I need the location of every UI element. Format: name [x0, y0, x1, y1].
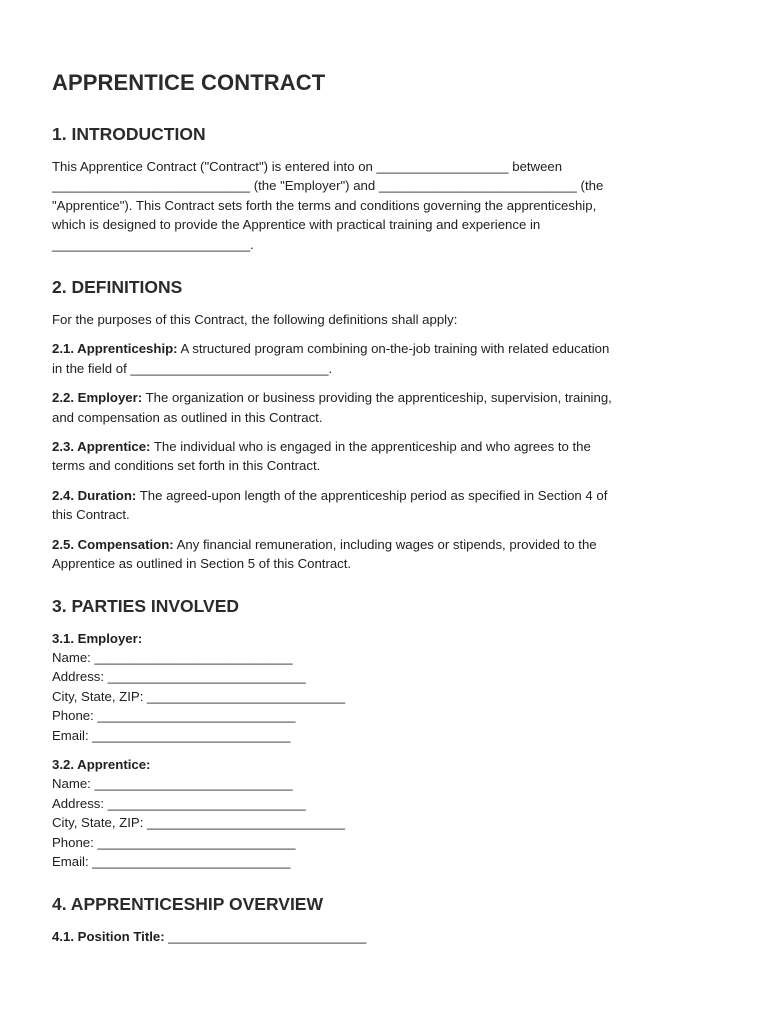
definition-text: and compensation as outlined in this Contract.	[52, 409, 323, 425]
introduction-line: which is designed to provide the Apprentice with practical training and experience in	[52, 217, 541, 233]
introduction-line: "Apprentice"). This Contract sets forth the terms and conditions governing the apprenticeship,	[52, 197, 597, 213]
introduction-line: ___________________________.	[52, 236, 254, 252]
employer-label: 3.1. Employer:	[52, 630, 143, 646]
introduction-paragraph	[52, 157, 716, 254]
definition-text: this Contract.	[52, 507, 130, 523]
definitions-intro: For the purposes of this Contract, the following definitions shall apply:	[52, 312, 458, 328]
definition-text: Any financial remuneration, including wages or stipends, provided to the	[173, 536, 597, 552]
definition-text: terms and conditions set forth in this Contract.	[52, 458, 321, 474]
section-heading-overview: 4. APPRENTICESHIP OVERVIEW	[52, 894, 323, 915]
definition-text: The organization or business providing the apprenticeship, supervision, training,	[142, 390, 612, 406]
introduction-line: ___________________________ (the "Employer") and ___________________________ (the	[52, 178, 604, 194]
definition-term: 2.4. Duration:	[52, 487, 137, 503]
definition-term: 2.5. Compensation:	[52, 536, 174, 552]
definition-item	[52, 437, 716, 476]
apprentice-address-field: Address: ___________________________	[52, 795, 306, 811]
definition-term: 2.3. Apprentice:	[52, 439, 151, 455]
apprentice-city-field: City, State, ZIP: ___________________________	[52, 815, 346, 831]
document-title: APPRENTICE CONTRACT	[52, 70, 326, 95]
apprentice-email-field: Email: ___________________________	[52, 853, 291, 869]
definition-text: Apprentice as outlined in Section 5 of this Contract.	[52, 556, 352, 572]
position-title-field	[52, 927, 716, 946]
definition-item	[52, 535, 716, 574]
employer-name-field: Name: ___________________________	[52, 649, 293, 665]
definition-text: The individual who is engaged in the apprenticeship and who agrees to the	[150, 439, 591, 455]
section-heading-introduction: 1. INTRODUCTION	[52, 124, 206, 144]
employer-phone-field: Phone: ___________________________	[52, 708, 296, 724]
apprentice-phone-field: Phone: ___________________________	[52, 834, 296, 850]
employer-block	[52, 629, 716, 745]
introduction-line: This Apprentice Contract ("Contract") is entered into on __________________ between	[52, 159, 563, 174]
section-heading-definitions: 2. DEFINITIONS	[52, 277, 183, 298]
apprentice-name-field: Name: ___________________________	[52, 776, 293, 792]
section-heading-parties: 3. PARTIES INVOLVED	[52, 595, 240, 616]
definition-term: 2.2. Employer:	[52, 390, 143, 406]
apprentice-label: 3.2. Apprentice:	[52, 756, 151, 772]
definition-item	[52, 339, 716, 378]
definition-item	[52, 486, 716, 525]
document-page	[52, 68, 716, 947]
position-title-label: 4.1. Position Title:	[52, 929, 165, 945]
definition-item	[52, 388, 716, 427]
definition-text: The agreed-upon length of the apprenticeship period as specified in Section 4 of	[136, 487, 608, 503]
definition-term: 2.1. Apprenticeship:	[52, 341, 178, 357]
apprentice-block	[52, 755, 716, 871]
employer-city-field: City, State, ZIP: ___________________________	[52, 688, 346, 704]
definition-text: in the field of ___________________________.	[52, 360, 333, 376]
employer-address-field: Address: ___________________________	[52, 669, 306, 685]
employer-email-field: Email: ___________________________	[52, 727, 291, 743]
definition-text: A structured program combining on-the-job training with related education	[177, 341, 610, 357]
position-title-blank: ___________________________	[164, 929, 367, 945]
